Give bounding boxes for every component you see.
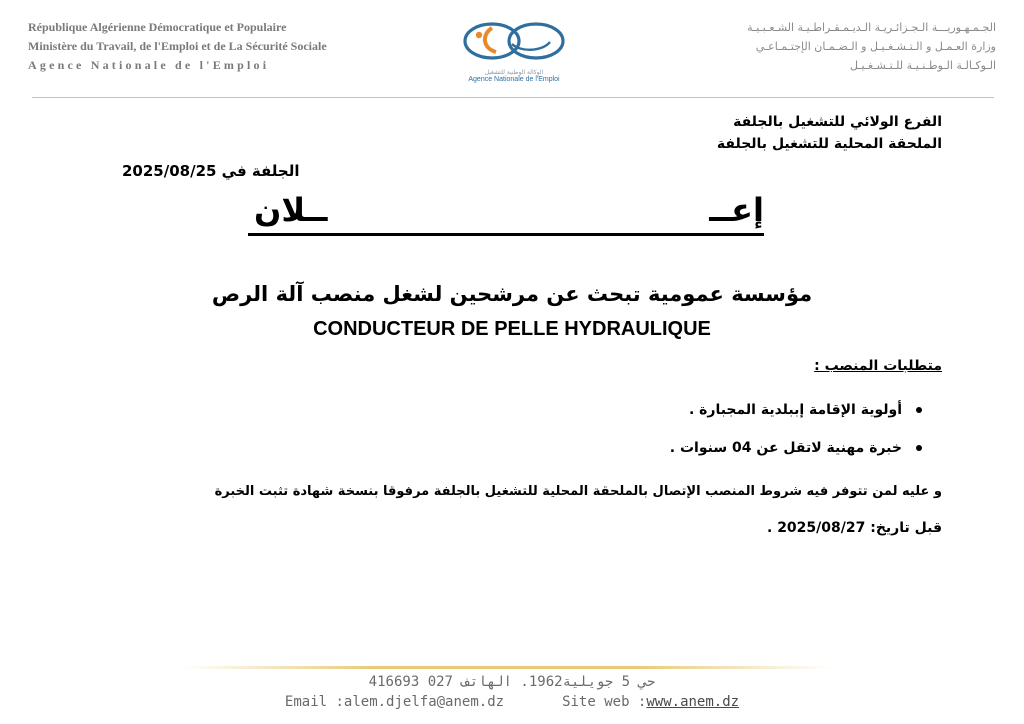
footer-address: حي 5 جويلية1962. الهاتف 027 416693 [368,674,656,690]
requirements-list [670,402,922,478]
bullet-icon [916,407,922,413]
header-ministry-ar: وزارة العـمـل و الـتـشـغـيـل و الـضـمـان الإجتـمـاعـي [755,40,996,53]
requirement-item [670,440,922,478]
bullet-icon [916,445,922,451]
announcement-subtitle: مؤسسة عمومية تبحث عن مرشحين لشغل منصب آلة الرص [211,282,813,306]
footer-contact [150,694,874,710]
announcement-end-part: ــلان [254,191,328,229]
logo-french-caption: Agence Nationale de l'Emploi [468,76,560,83]
requirement-item [670,402,922,440]
anem-logo [444,14,584,94]
announcement-heading [248,190,764,236]
header-divider [32,97,994,98]
header-agency-ar: الـوكـالـة الـوطـنـيـة للـتـشـغـيـل [849,59,996,72]
job-title: CONDUCTEUR DE PELLE HYDRAULIQUE [313,318,711,340]
header-french-block [28,18,428,75]
footer-divider [182,666,832,669]
branch-local-line: الملحقة المحلية للتشغيل بالجلفة [716,136,942,152]
anem-logo-icon [452,14,576,68]
footer-email: Email :alem.djelfa@anem.dz [284,694,505,710]
header-ministry-fr: Ministère du Travail, de l'Emploi et de La Sécurité Sociale [28,39,327,53]
logo-arabic-caption: الوكالة الوطنية للتشغيل [484,69,544,76]
branch-wilaya-line: الفرع الولائي للتشغيل بالجلفة [733,114,942,130]
instructions-paragraph: و عليه لمن تتوفر فيه شروط المنصب الإتصال بالملحقة المحلية للتشغيل بالجلفة مرفوقا بنسخة شهادة تثبت الخبرة [214,484,942,499]
header-republic-ar: الجـمـهـوريـــة الـجـزائـريـة الـديـمـقـراطـيـة الشـعـبـيـة [747,21,996,34]
requirement-text: أولوية الإقامة إببلدية المجبارة . [688,402,902,418]
footer-site-label: Site web : [562,694,647,710]
requirements-heading: متطلبات المنصب : [814,358,942,374]
header-agency-fr: Agence Nationale de l'Emploi [28,58,270,72]
requirement-text: خبرة مهنية لاتقل عن 04 سنوات . [669,440,902,456]
letter-date: الجلفة في 2025/08/25 [122,162,300,180]
header-republic-fr: République Algérienne Démocratique et Populaire [28,20,287,34]
deadline-line: قبل تاريخ: 2025/08/27 . [766,520,942,536]
header-arabic-block [596,18,996,75]
announcement-start-part: إعــ [709,191,764,229]
footer-site-link[interactable]: www.anem.dz [646,694,740,710]
